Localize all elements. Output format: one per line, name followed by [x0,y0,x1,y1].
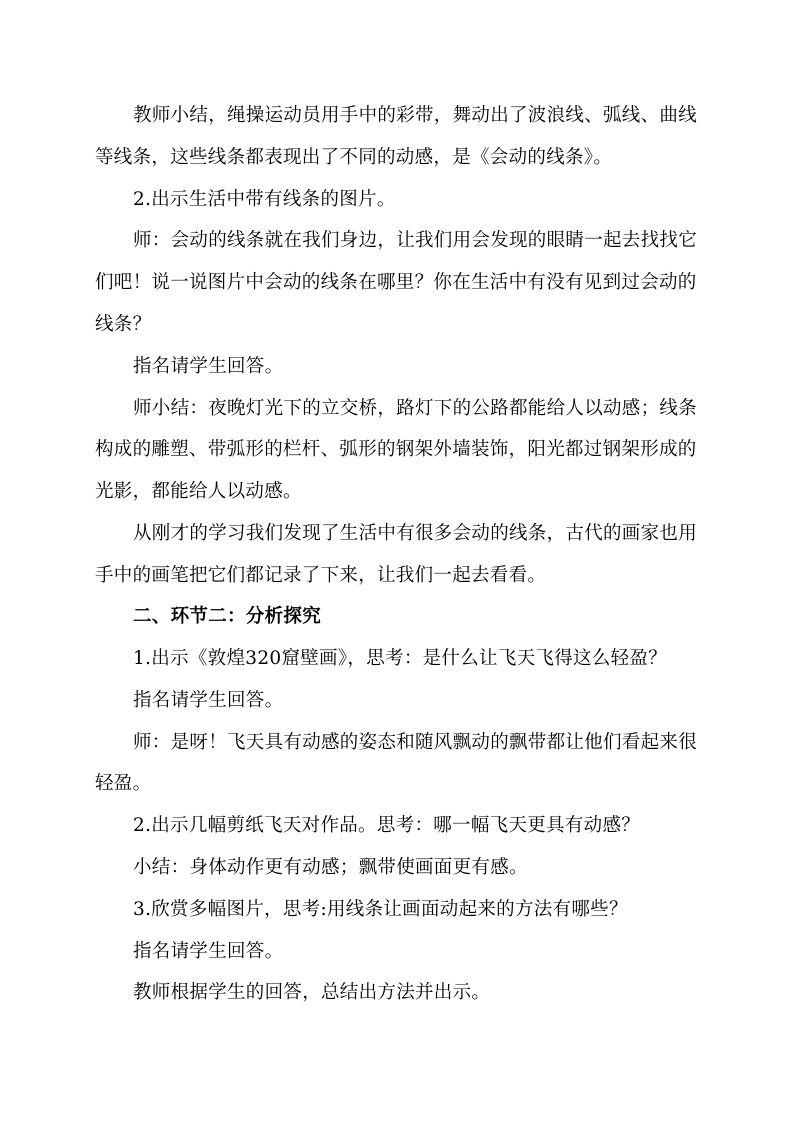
paragraph-line: 师：会动的线条就在我们身边，让我们用会发现的眼睛一起去找找它 [133,230,698,251]
paragraph-line: 2.出示生活中带有线条的图片。 [133,189,396,210]
paragraph-line: 指名请学生回答。 [133,356,284,377]
paragraph-line: 轻盈。 [95,773,152,794]
paragraph-line: 指名请学生回答。 [133,941,284,962]
paragraph-line: 1.出示《敦煌320窟壁画》，思考：是什么让飞天飞得这么轻盈？ [133,648,668,669]
paragraph-line: 线条？ [95,314,152,335]
paragraph-line: 等线条，这些线条都表现出了不同的动感，是《会动的线条》。 [95,147,613,168]
paragraph-line: 光影，都能给人以动感。 [95,481,302,502]
paragraph-line: 从刚才的学习我们发现了生活中有很多会动的线条，古代的画家也用 [133,523,698,544]
paragraph-line: 教师根据学生的回答，总结出方法并出示。 [133,982,491,1003]
section-heading: 二、环节二：分析探究 [133,606,322,627]
paragraph-line: 师：是呀！飞天具有动感的姿态和随风飘动的飘带都让他们看起来很 [133,732,698,753]
paragraph-line: 手中的画笔把它们都记录了下来，让我们一起去看看。 [95,565,547,586]
paragraph-line: 构成的雕塑、带弧形的栏杆、弧形的钢架外墙装饰，阳光都过钢架形成的 [95,439,697,460]
paragraph-line: 师小结：夜晚灯光下的立交桥，路灯下的公路都能给人以动感；线条 [133,398,698,419]
paragraph-line: 们吧！说一说图片中会动的线条在哪里？你在生活中有没有见到过会动的 [95,272,697,293]
paragraph-line: 3.欣赏多幅图片，思考:用线条让画面动起来的方法有哪些？ [133,899,628,920]
paragraph-line: 小结：身体动作更有动感；飘带使画面更有感。 [133,857,528,878]
paragraph-line: 教师小结，绳操运动员用手中的彩带，舞动出了波浪线、弧线、曲线 [133,105,698,126]
paragraph-line: 2.出示几幅剪纸飞天对作品。思考：哪一幅飞天更具有动感？ [133,815,641,836]
paragraph-line: 指名请学生回答。 [133,690,284,711]
